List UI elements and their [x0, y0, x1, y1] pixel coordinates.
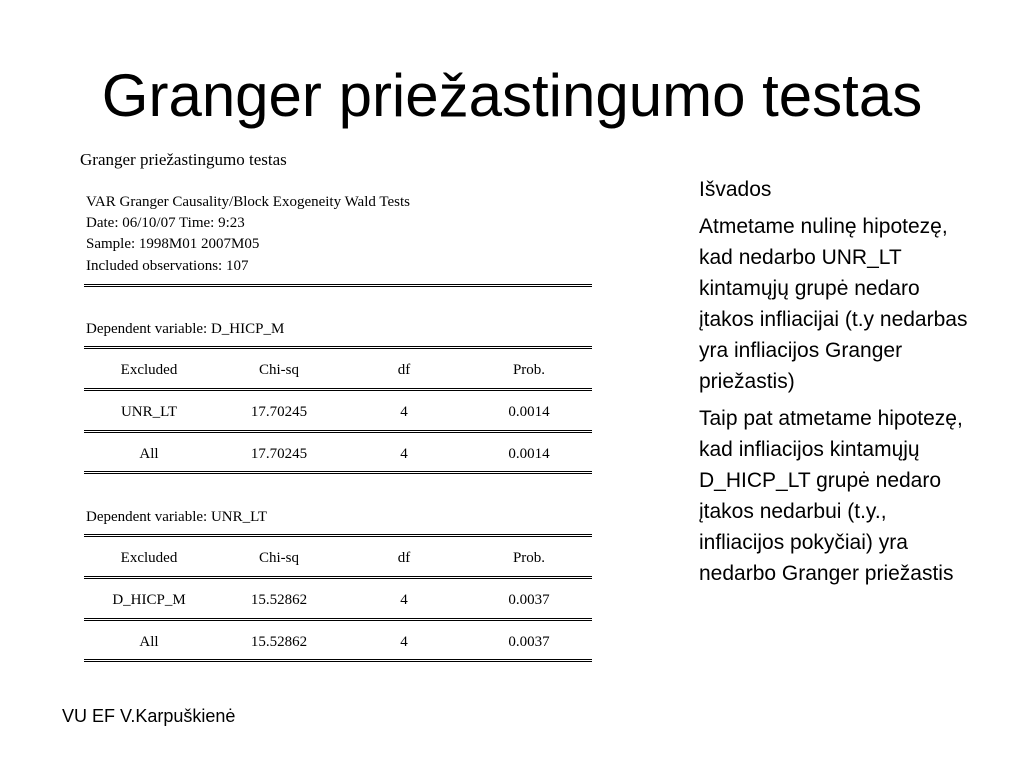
- column-header-chi-sq: Chi-sq: [258, 550, 299, 566]
- column-header-df: df: [397, 550, 411, 566]
- cell-chi-sq: 15.52862: [250, 592, 308, 608]
- table-divider: [84, 534, 592, 537]
- cell-df: 4: [400, 446, 408, 462]
- table-divider: [84, 576, 592, 579]
- cell-excluded: All: [139, 446, 159, 462]
- header-line-test-name: VAR Granger Causality/Block Exogeneity Wald Tests: [86, 194, 410, 210]
- header-line-date: Date: 06/10/07 Time: 9:23: [86, 215, 245, 231]
- cell-df: 4: [400, 592, 408, 608]
- header-line-observations: Included observations: 107: [86, 258, 249, 274]
- cell-chi-sq: 17.70245: [250, 446, 308, 462]
- table-divider: [84, 659, 592, 662]
- table-row: [84, 446, 592, 466]
- table-divider: [84, 388, 592, 391]
- conclusion-paragraph: Atmetame nulinę hipotezę, kad nedarbo UNR_LT kintamųjų grupė nedaro įtakos infliacijai (t.y nedarbas yra infliacijos Granger priežastis): [699, 215, 968, 393]
- slide-title: Granger priežastingumo testas: [101, 62, 923, 129]
- cell-excluded: All: [139, 634, 159, 650]
- table-divider: [84, 471, 592, 474]
- table-header-row: [84, 550, 592, 570]
- cell-df: 4: [400, 404, 408, 420]
- cell-excluded: UNR_LT: [120, 404, 178, 420]
- cell-chi-sq: 15.52862: [250, 634, 308, 650]
- cell-prob: 0.0014: [508, 404, 550, 420]
- column-header-chi-sq: Chi-sq: [258, 362, 299, 378]
- footer-author: VU EF V.Karpuškienė: [62, 706, 236, 726]
- column-header-prob: Prob.: [512, 550, 546, 566]
- table-divider: [84, 430, 592, 433]
- table-divider: [84, 618, 592, 621]
- table-row: [84, 404, 592, 424]
- column-header-df: df: [397, 362, 411, 378]
- conclusions-heading: Išvados: [699, 178, 772, 201]
- conclusions-panel: [699, 174, 969, 595]
- cell-chi-sq: 17.70245: [250, 404, 308, 420]
- conclusion-paragraph: Taip pat atmetame hipotezę, kad infliacijos kintamųjų D_HICP_LT grupė nedaro įtakos nedarbui (t.y., infliacijos pokyčiai) yra nedarbo Granger priežastis: [699, 407, 963, 585]
- column-header-excluded: Excluded: [120, 550, 178, 566]
- table-divider: [84, 284, 592, 287]
- dependent-variable-label: Dependent variable: UNR_LT: [86, 509, 268, 525]
- table-row: [84, 592, 592, 612]
- table-row: [84, 634, 592, 654]
- cell-prob: 0.0014: [508, 446, 550, 462]
- cell-prob: 0.0037: [508, 634, 550, 650]
- cell-prob: 0.0037: [508, 592, 550, 608]
- cell-df: 4: [400, 634, 408, 650]
- cell-excluded: D_HICP_M: [112, 592, 186, 608]
- table-header-row: [84, 362, 592, 382]
- output-heading: Granger priežastingumo testas: [80, 150, 287, 169]
- column-header-excluded: Excluded: [120, 362, 178, 378]
- table-divider: [84, 346, 592, 349]
- header-line-sample: Sample: 1998M01 2007M05: [86, 236, 260, 252]
- dependent-variable-label: Dependent variable: D_HICP_M: [86, 321, 285, 337]
- column-header-prob: Prob.: [512, 362, 546, 378]
